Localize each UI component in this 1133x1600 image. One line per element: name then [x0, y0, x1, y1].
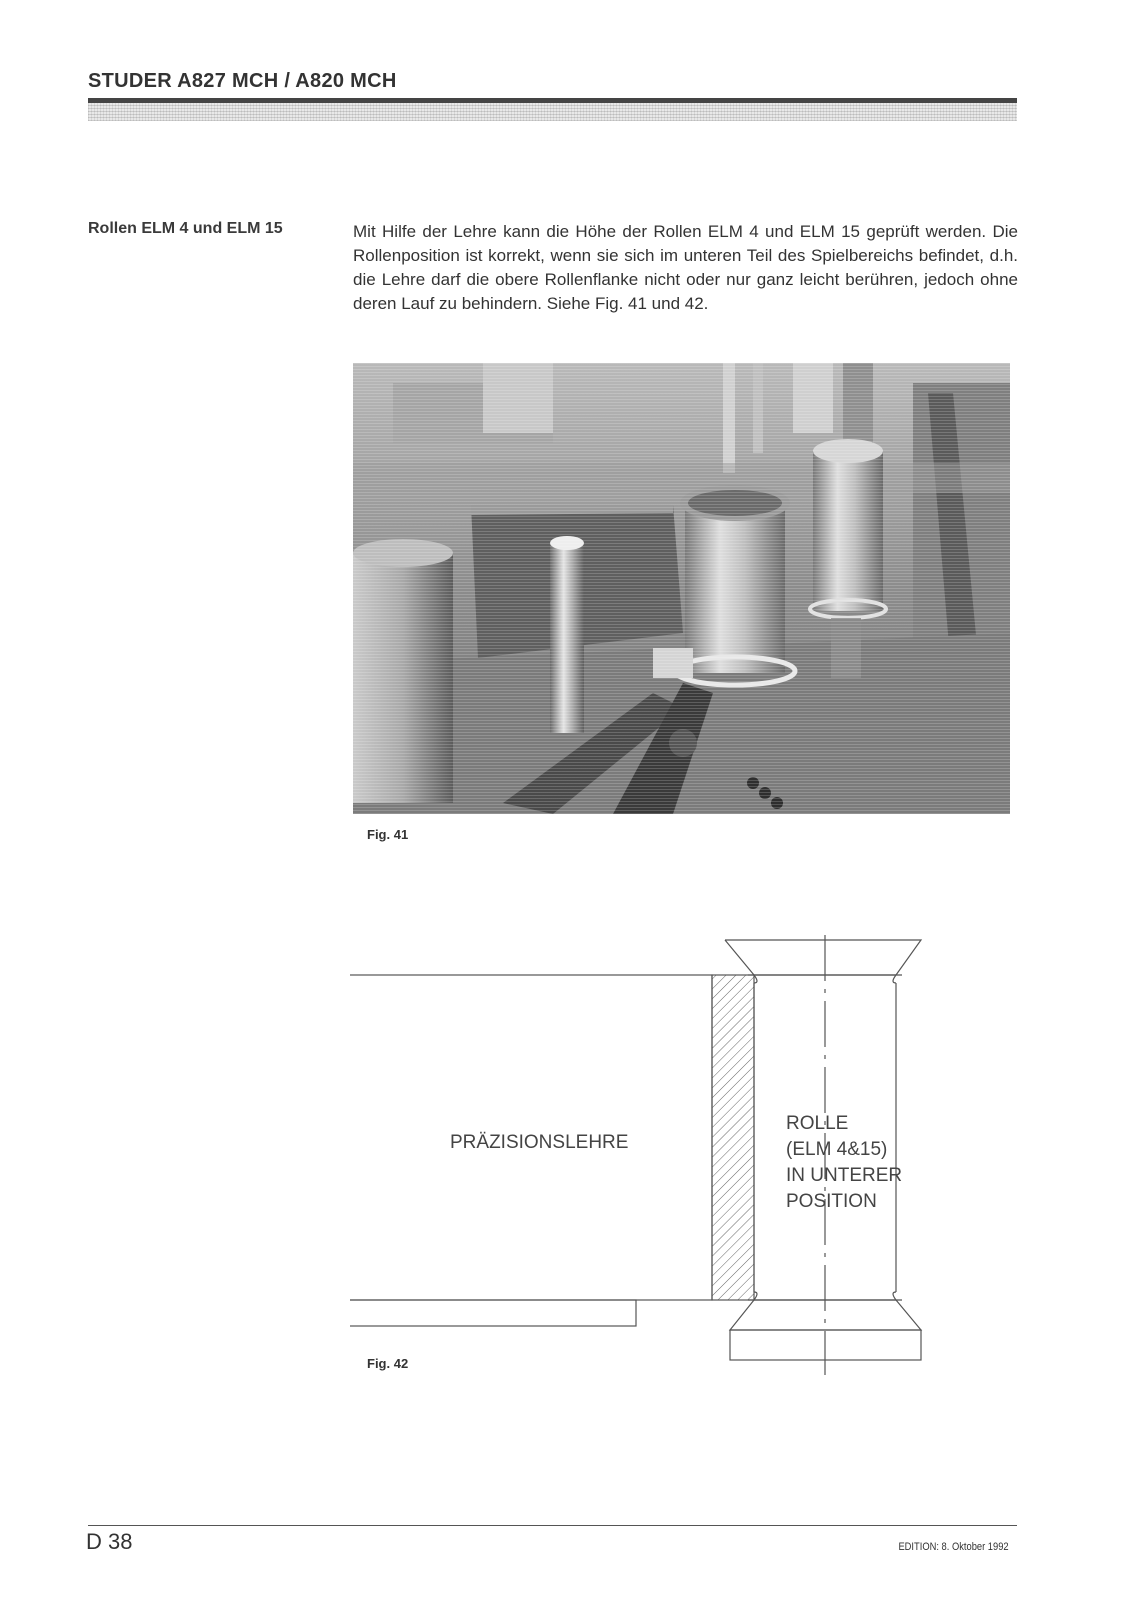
figure-41-photo — [353, 363, 1010, 814]
edition-date: EDITION: 8. Oktober 1992 — [898, 1541, 1009, 1553]
section-paragraph: Mit Hilfe der Lehre kann die Höhe der Rollen ELM 4 und ELM 15 geprüft werden. Die Rollenposition ist korrekt, wenn sie sich im unteren Teil des Spielbereichs befindet, d.h. die Lehre darf die obere Rollenflanke nicht oder nur ganz leicht berühren, jedoch ohne deren Lauf zu behindern. Siehe Fig. 41 und 42. — [353, 222, 1018, 313]
gauge-label: PRÄZISIONSLEHRE — [450, 1132, 629, 1153]
page-number: D 38 — [86, 1529, 133, 1554]
footer-rule — [88, 1525, 1017, 1526]
document-header-title: STUDER A827 MCH / A820 MCH — [88, 70, 397, 92]
section-heading: Rollen ELM 4 und ELM 15 — [88, 220, 283, 237]
figure-42-caption: Fig. 42 — [367, 1356, 409, 1371]
figure-42-diagram — [350, 935, 950, 1385]
header-screen-band — [88, 103, 1017, 121]
figure-41-caption: Fig. 41 — [367, 827, 409, 842]
hatched-zone — [712, 975, 754, 1300]
roller-label: ROLLE (ELM 4&15) IN UNTERER POSITION — [786, 1113, 903, 1212]
gauge-foot — [350, 1300, 636, 1326]
